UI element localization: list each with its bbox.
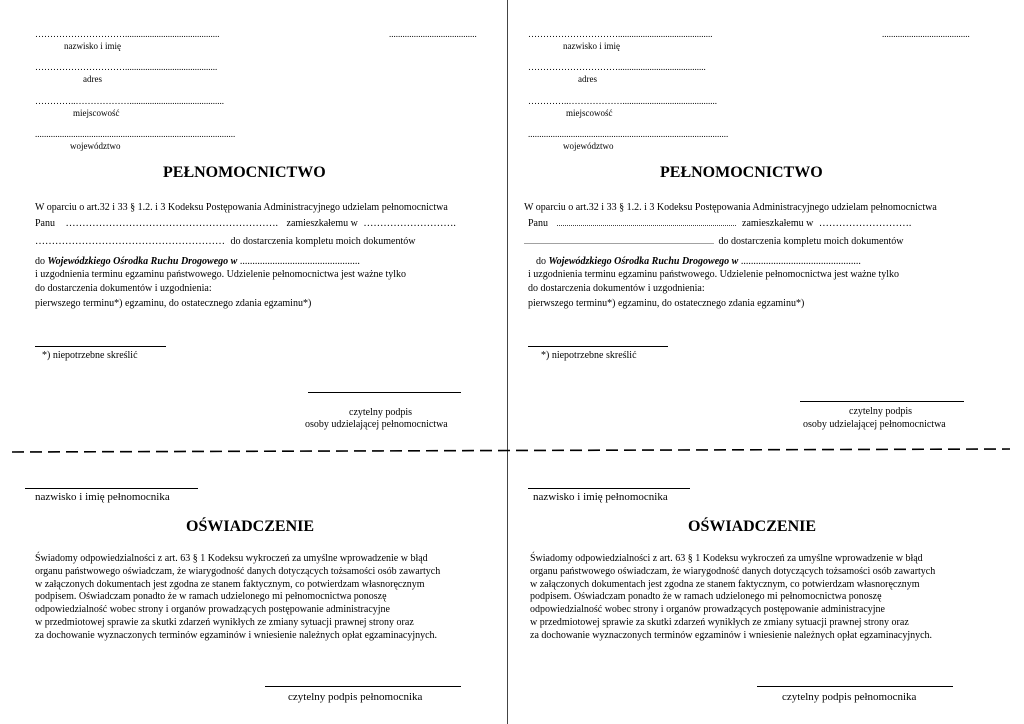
poa-line-7: pierwszego terminu*) egzaminu, do ostatecznego zdania egzaminu*): [35, 298, 312, 309]
declaration-line-5: odpowiedzialność wobec strony i organów prowadzących postępowanie administracyjne: [35, 604, 390, 615]
proxy-name-label: nazwisko i imię pełnomocnika: [35, 491, 170, 503]
poa-do: do: [536, 256, 546, 267]
declaration-line-5: odpowiedzialność wobec strony i organów prowadzących postępowanie administracyjne: [530, 604, 885, 615]
declaration-title: OŚWIADCZENIE: [688, 518, 817, 535]
city-dots: …………..………………..........................................: [528, 96, 717, 106]
voivodeship-label: województwo: [563, 141, 614, 151]
proxy-signature-label: czytelny podpis pełnomocnika: [288, 691, 423, 703]
grantor-signature-label-1: czytelny podpis: [349, 407, 413, 418]
name-dots: …………………………..........................................: [35, 29, 220, 39]
proxy-signature-line: [265, 686, 461, 687]
poa-line-6: do dostarczenia dokumentów i uzgodnienia:: [528, 283, 705, 294]
declaration-line-6: w przedmiotowej sprawie za skutki zdarzeń wynikłych ze zmiany sytuacji prawnej strony oraz: [35, 617, 414, 628]
city-label: miejscowość: [73, 108, 120, 118]
name-label: nazwisko i imię: [563, 41, 620, 51]
name-dots: …………………………..........................................: [528, 29, 713, 39]
poa-office-name: Wojewódzkiego Ośrodka Ruchu Drogowego w: [47, 256, 238, 267]
poa-line-7: pierwszego terminu*) egzaminu, do ostatecznego zdania egzaminu*): [528, 298, 805, 309]
poa-line-5: i uzgodnienia terminu egzaminu państwowego. Udzielenie pełnomocnictwa jest ważne tylko: [528, 269, 899, 280]
poa-documents-dots: …………………………………………………: [35, 236, 225, 247]
declaration-line-4: podpisem. Oświadczam ponadto że w ramach udzielonego mi pełnomocnictwa ponoszę: [530, 591, 882, 602]
poa-residing-label: zamieszkałemu w: [286, 218, 358, 229]
grantor-signature-line: [800, 401, 964, 402]
poa-residing-dots: ……………………….: [363, 218, 456, 229]
footnote-rule: [35, 346, 166, 347]
declaration-line-7: za dochowanie wyznaczonych terminów egzaminów i wniesienie należnych opłat egzaminacyjnych.: [530, 630, 933, 641]
grantor-signature-label-1: czytelny podpis: [849, 406, 913, 417]
poa-title: PEŁNOMOCNICTWO: [163, 164, 326, 181]
name-label: nazwisko i imię: [64, 41, 121, 51]
footnote: *) niepotrzebne skreślić: [42, 350, 138, 361]
poa-documents-text: do dostarczenia kompletu moich dokumentów: [230, 236, 416, 247]
cut-line-dashed: [0, 445, 1024, 457]
poa-panu: Panu: [528, 218, 548, 229]
declaration-title: OŚWIADCZENIE: [186, 518, 315, 535]
declaration-line-7: za dochowanie wyznaczonych terminów egzaminów i wniesienie należnych opłat egzaminacyjnych.: [35, 630, 438, 641]
poa-line-2: [528, 218, 911, 229]
poa-panu: Panu: [35, 218, 55, 229]
address-dots: ………………………….........................................: [35, 62, 218, 72]
declaration-line-2: organu państwowego oświadczam, że wiarygodność danych dotyczących tożsamości osób zawartych: [530, 566, 936, 577]
declaration-line-2: organu państwowego oświadczam, że wiarygodność danych dotyczących tożsamości osób zawartych: [35, 566, 441, 577]
poa-line-3: [35, 236, 415, 247]
date-dots: .......................................: [389, 29, 477, 39]
poa-do: do: [35, 256, 45, 267]
poa-line-4: [536, 256, 861, 267]
proxy-signature-line: [757, 686, 953, 687]
declaration-line-6: w przedmiotowej sprawie za skutki zdarzeń wynikłych ze zmiany sytuacji prawnej strony oraz: [530, 617, 909, 628]
proxy-name-label: nazwisko i imię pełnomocnika: [533, 491, 668, 503]
poa-proxy-name-dots: ..........................................................................................: [556, 219, 737, 228]
poa-office-name: Wojewódzkiego Ośrodka Ruchu Drogowego w: [548, 256, 739, 267]
declaration-line-4: podpisem. Oświadczam ponadto że w ramach udzielonego mi pełnomocnictwa ponoszę: [35, 591, 387, 602]
voivodeship-dots: .........................................................................................: [35, 129, 236, 139]
grantor-signature-label-2: osoby udzielającej pełnomocnictwa: [305, 419, 448, 430]
poa-line-3: [524, 236, 903, 247]
poa-documents-dots: ...............................................................................................: [524, 237, 714, 246]
declaration-line-3: w załączonych dokumentach jest zgodna ze stanem faktycznym, co potwierdzam własnoręcznym: [530, 579, 920, 590]
grantor-signature-line: [308, 392, 461, 393]
grantor-signature-label-2: osoby udzielającej pełnomocnictwa: [803, 419, 946, 430]
footnote: *) niepotrzebne skreślić: [541, 350, 637, 361]
poa-line-6: do dostarczenia dokumentów i uzgodnienia:: [35, 283, 212, 294]
poa-residing-dots: ……………………….: [818, 218, 912, 229]
voivodeship-label: województwo: [70, 141, 121, 151]
center-fold-line: [507, 0, 508, 724]
poa-line-1: W oparciu o art.32 i 33 § 1.2. i 3 Kodeksu Postępowania Administracyjnego udzielam pełnomocnictwa: [524, 202, 937, 213]
declaration-line-3: w załączonych dokumentach jest zgodna ze stanem faktycznym, co potwierdzam własnoręcznym: [35, 579, 425, 590]
city-label: miejscowość: [566, 108, 613, 118]
address-label: adres: [578, 74, 597, 84]
poa-office-dots: ................................................: [740, 256, 861, 267]
poa-documents-text: do dostarczenia kompletu moich dokumentów: [718, 236, 904, 247]
poa-title: PEŁNOMOCNICTWO: [660, 164, 823, 181]
city-dots: …………..………………..........................................: [35, 96, 224, 106]
proxy-name-line: [528, 488, 690, 489]
footnote-rule: [528, 346, 668, 347]
poa-proxy-name-dots: ……………………………………………………….: [65, 218, 278, 229]
voivodeship-dots: .........................................................................................: [528, 129, 729, 139]
poa-office-dots: ................................................: [239, 256, 360, 267]
declaration-line-1: Świadomy odpowiedzialności z art. 63 § 1 Kodeksu wykroczeń za umyślne wprowadzenie w błąd: [530, 553, 923, 564]
date-dots: .......................................: [882, 29, 970, 39]
poa-line-1: W oparciu o art.32 i 33 § 1.2. i 3 Kodeksu Postępowania Administracyjnego udzielam pełnomocnictwa: [35, 202, 448, 213]
proxy-name-line: [25, 488, 198, 489]
poa-residing-label: zamieszkałemu w: [742, 218, 814, 229]
address-dots: ………………………….......................................: [528, 62, 706, 72]
poa-line-4: [35, 256, 360, 267]
poa-line-5: i uzgodnienia terminu egzaminu państwowego. Udzielenie pełnomocnictwa jest ważne tylko: [35, 269, 406, 280]
address-label: adres: [83, 74, 102, 84]
poa-line-2: [35, 218, 456, 229]
proxy-signature-label: czytelny podpis pełnomocnika: [782, 691, 917, 703]
declaration-line-1: Świadomy odpowiedzialności z art. 63 § 1 Kodeksu wykroczeń za umyślne wprowadzenie w błąd: [35, 553, 428, 564]
